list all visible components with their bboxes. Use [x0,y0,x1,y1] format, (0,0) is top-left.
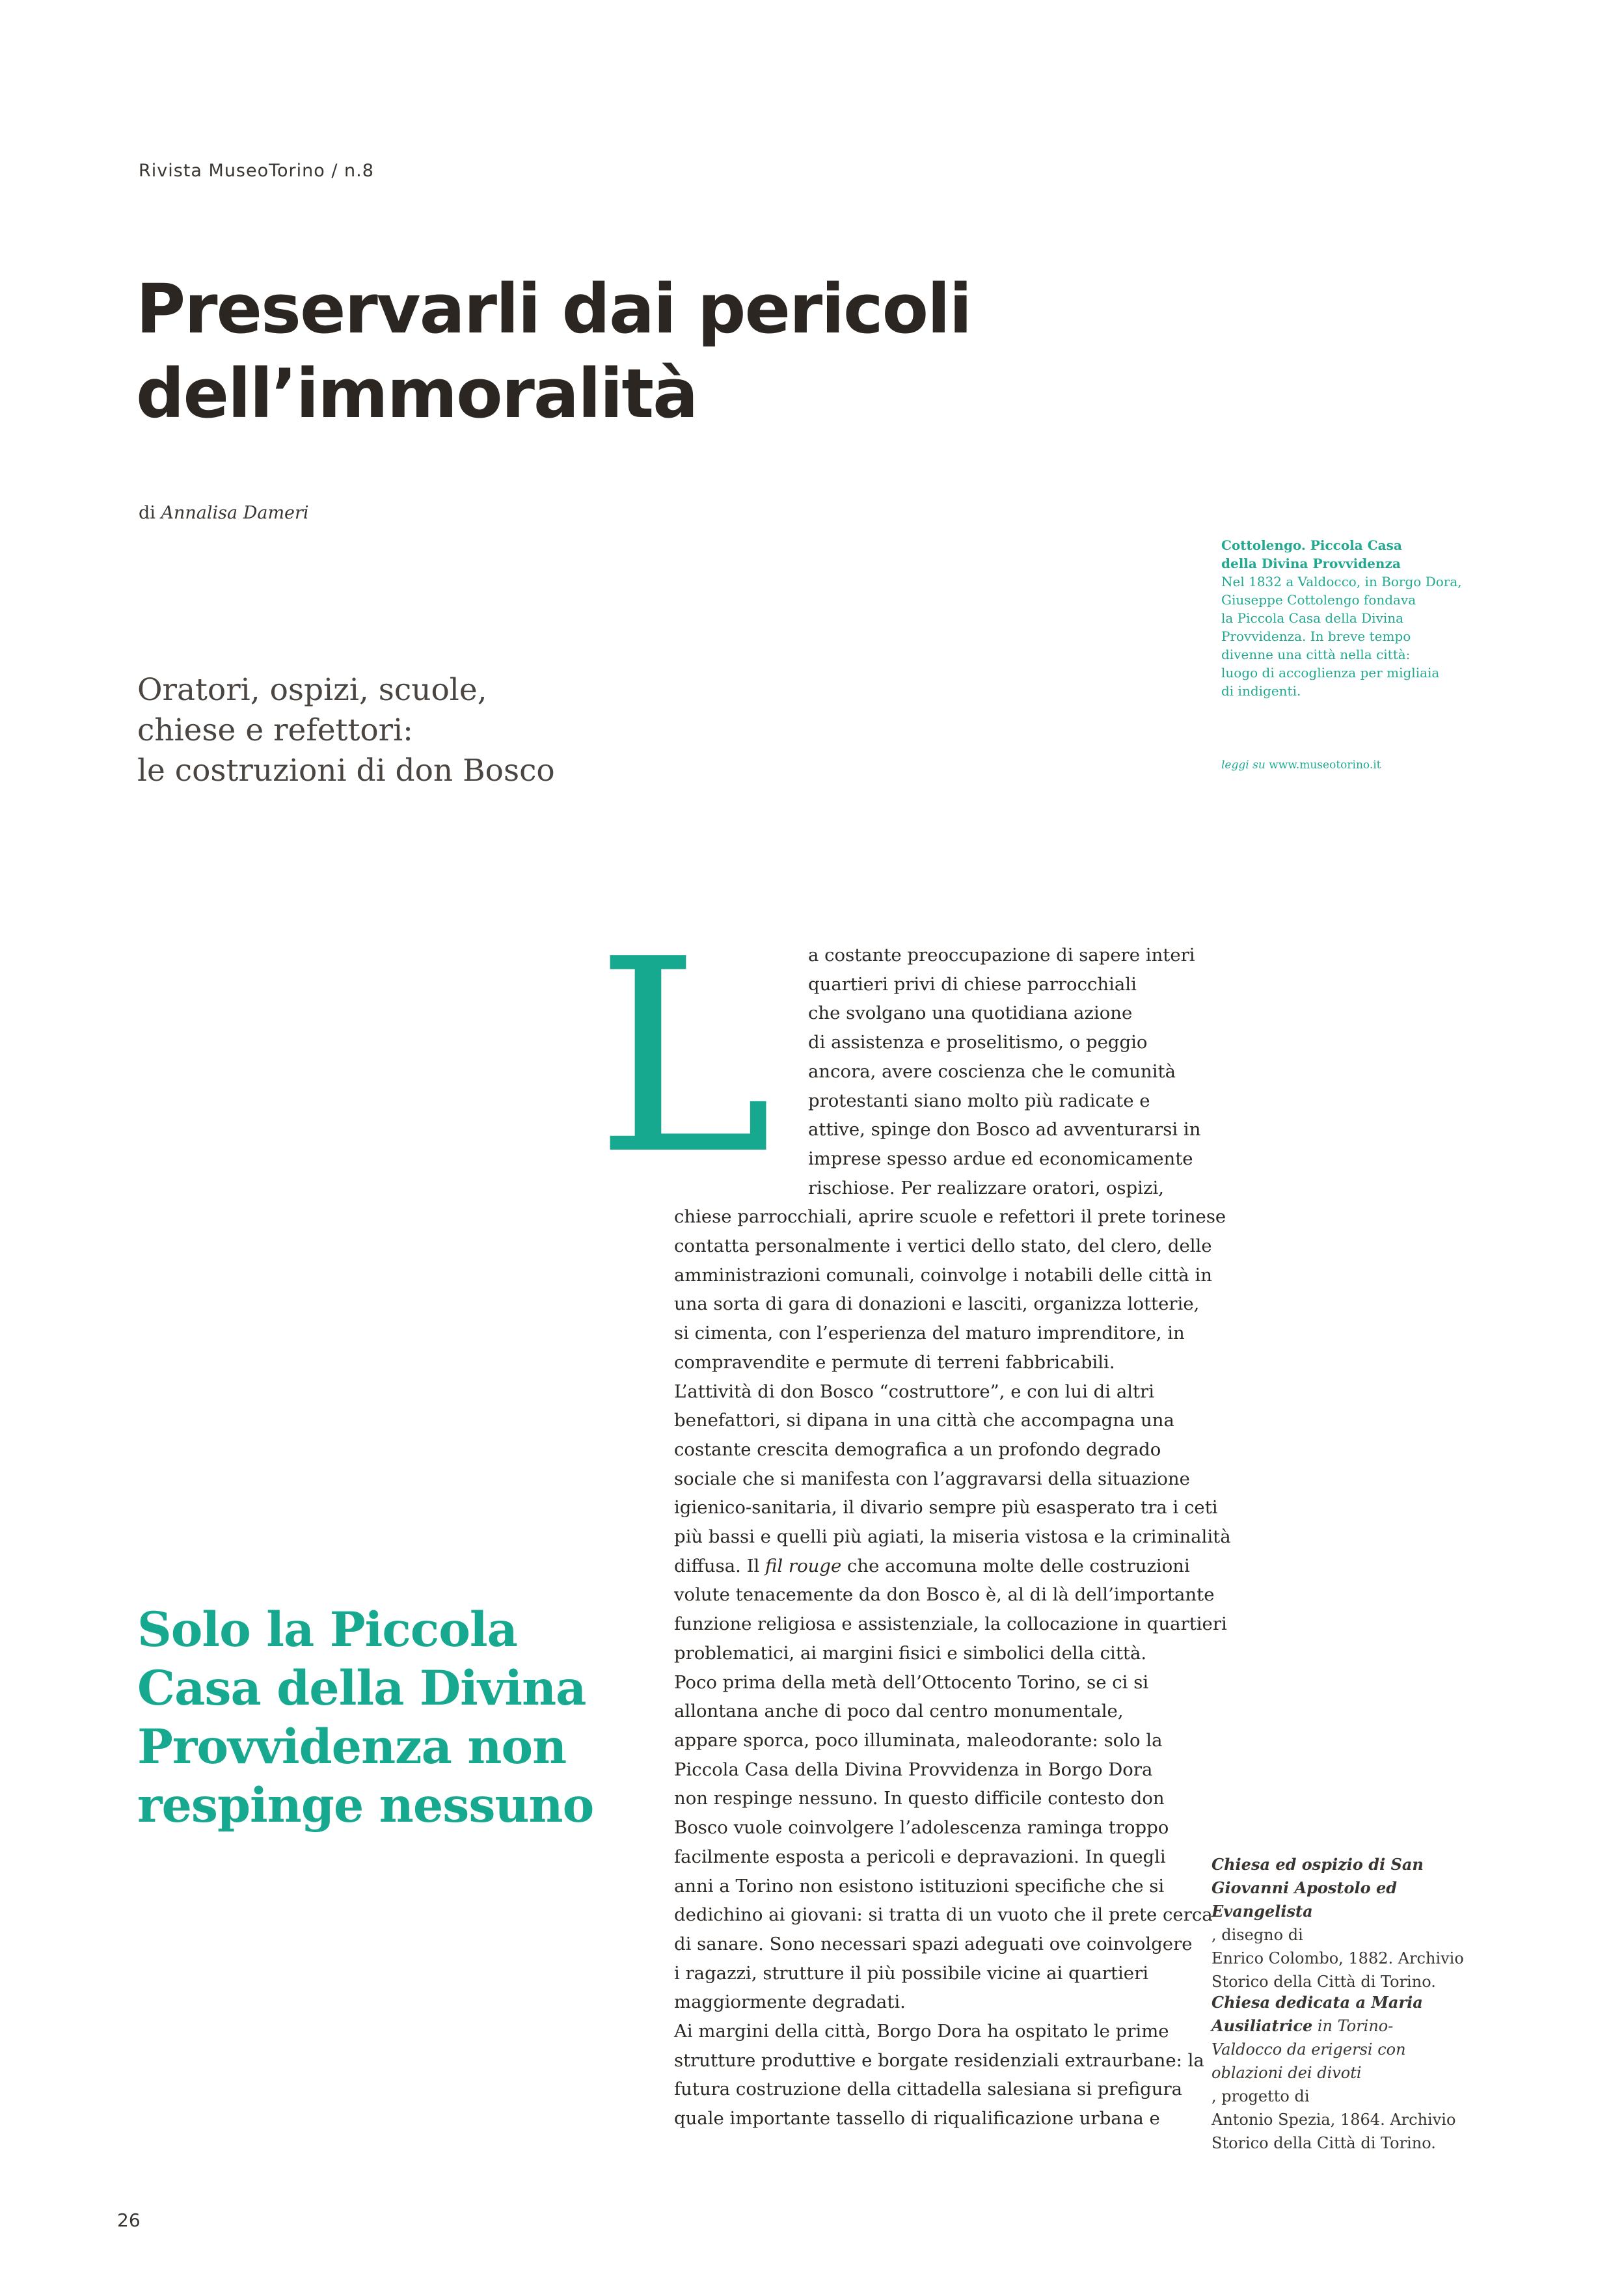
subtitle-line: chiese e refettori: [137,712,413,748]
body-line: i ragazzi, strutture il più possibile vicine ai quartieri [674,1962,1149,1984]
body-line: allontana anche di poco dal centro monumentale, [674,1701,1124,1722]
body-line [674,1552,1195,1581]
body-line: Bosco vuole coinvolgere l’adolescenza raminga troppo [674,1817,1169,1839]
body-line: più bassi e quelli più agiati, la miseria vistosa e la criminalità [674,1526,1231,1548]
caption-italic: Valdocco da erigersi con [1211,2040,1406,2059]
body-line: di assistenza e proselitismo, o peggio [808,1032,1148,1053]
byline-prefix: di [139,503,156,523]
body-line: facilmente esposta a pericoli e depravazioni. In quegli [674,1846,1166,1867]
caption-line: Storico della Città di Torino. [1211,1973,1436,1991]
italic-phrase: fil rouge [765,1555,842,1576]
pull-quote [137,1600,619,1835]
body-line: sociale che si manifesta con l’aggravarsi della situazione [674,1468,1190,1489]
body-line: Poco prima della metà dell’Ottocento Torino, se ci si [674,1671,1149,1693]
body-line: una sorta di gara di donazioni e lasciti, organizza lotterie, [674,1293,1200,1315]
body-line: strutture produttive e borgate residenziali extraurbane: la [674,2049,1204,2071]
body-line: a costante preoccupazione di sapere interi [808,945,1195,966]
caption-title: Chiesa ed ospizio di San [1211,1855,1424,1874]
body-line: contatta personalmente i vertici dello stato, del clero, delle [674,1236,1212,1257]
link-url[interactable]: www.museotorino.it [1269,759,1381,772]
sidenote-body-line: Provvidenza. In breve tempo [1221,628,1411,644]
body-line: dedichino ai giovani: si tratta di un vuoto che il prete cerca [674,1904,1213,1926]
body-line: attive, spinge don Bosco ad avventurarsi in [808,1119,1201,1141]
body-line: volute tenacemente da don Bosco è, al di là dell’importante [674,1584,1215,1606]
caption-line [1211,1853,1485,1876]
body-line: protestanti siano molto più radicate e [808,1090,1150,1111]
body-line: problematici, ai margini fisici e simbolici della città. [674,1642,1147,1664]
body-line: costante crescita demografica a un profondo degrado [674,1438,1161,1460]
pull-quote-line: Solo la Piccola [137,1602,517,1658]
caption-maria-ausiliatrice [1211,1991,1485,2155]
sidenote-body-line: la Piccola Casa della Divina [1221,610,1404,626]
caption-italic: oblazioni dei divoti [1211,2064,1362,2082]
sidenote-body-line: luogo di accoglienza per migliaia [1221,665,1440,681]
body-line: quartieri privi di chiese parrocchiali [808,973,1137,995]
caption-line [1211,1900,1485,1947]
sidenote-body-line: Giuseppe Cottolengo fondava [1221,592,1416,608]
sidenote-body-line: di indigenti. [1221,683,1301,699]
caption-line [1211,2061,1485,2108]
body-line: ancora, avere coscienza che le comunità [808,1060,1176,1082]
page-number: 26 [117,2209,141,2231]
running-header: Rivista MuseoTorino / n.8 [139,161,374,181]
caption-line: Enrico Colombo, 1882. Archivio [1211,1949,1464,1967]
caption-line: Storico della Città di Torino. [1211,2134,1436,2152]
sidenote-body-line: Nel 1832 a Valdocco, in Borgo Dora, [1221,574,1462,589]
body-text: che accomuna molte delle costruzioni [841,1555,1190,1576]
caption-line [1211,2014,1485,2038]
pull-quote-line: respinge nessuno [137,1777,594,1833]
article-subtitle [137,670,645,791]
author-name: Annalisa Dameri [161,503,309,523]
body-line: anni a Torino non esistono istituzioni specifiche che si [674,1875,1165,1897]
article-title [136,267,1047,436]
pull-quote-line: Casa della Divina [137,1660,586,1716]
caption-line: Antonio Spezia, 1864. Archivio [1211,2111,1456,2129]
sidenote-cottolengo [1221,536,1468,700]
body-line: quale importante tassello di riqualificazione urbana e [674,2108,1160,2129]
body-line: Ai margini della città, Borgo Dora ha ospitato le prime [674,2021,1169,2042]
subtitle-line: le costruzioni di don Bosco [137,753,555,789]
body-line: di sanare. Sono necessari spazi adeguati ove coinvolgere [674,1933,1193,1954]
sidenote-body-line: divenne una città nella città: [1221,647,1411,662]
body-line: non respinge nessuno. In questo difficile contesto don [674,1788,1165,1809]
body-line: Piccola Casa della Divina Provvidenza in Borgo Dora [674,1759,1153,1780]
drop-cap: L [595,902,773,1213]
body-line: chiese parrocchiali, aprire scuole e refettori il prete torinese [674,1206,1226,1228]
caption-line [1211,2038,1485,2061]
subtitle-line: Oratori, ospizi, scuole, [137,672,487,708]
byline [139,503,309,523]
body-line: rischiose. Per realizzare oratori, ospizi, [808,1177,1164,1198]
caption-italic: in Torino- [1312,2017,1394,2035]
body-line: futura costruzione della cittadella salesiana si prefigura [674,2079,1182,2100]
caption-title: Evangelista [1211,1902,1313,1921]
body-line: L’attività di don Bosco “costruttore”, e con lui di altri [674,1381,1155,1402]
link-prefix: leggi su [1221,759,1265,772]
body-line: imprese spesso ardue ed economicamente [808,1148,1193,1169]
body-line: compravendite e permute di terreni fabbricabili. [674,1351,1115,1373]
title-line: dell’immoralità [136,354,697,433]
body-line: igienico-sanitaria, il divario sempre più esasperato tra i ceti [674,1497,1218,1519]
body-line: appare sporca, poco illuminata, maleodorante: solo la [674,1729,1163,1751]
caption-text: , disegno di [1211,1926,1303,1944]
caption-title: Ausiliatrice [1211,2016,1313,2035]
sidenote-link[interactable] [1221,759,1381,772]
pull-quote-line: Provvidenza non [137,1719,567,1775]
caption-line [1211,1991,1485,2014]
body-line: si cimenta, con l’esperienza del maturo imprenditore, in [674,1323,1185,1344]
caption-line [1211,1876,1485,1900]
body-line: benefattori, si dipana in una città che accompagna una [674,1410,1174,1431]
sidenote-title-line: della Divina Provvidenza [1221,556,1401,571]
body-text: diffusa. Il [674,1555,766,1576]
body-line: funzione religiosa e assistenziale, la collocazione in quartieri [674,1614,1227,1635]
article-body [674,941,1231,2133]
caption-san-giovanni [1211,1853,1485,1993]
body-line: amministrazioni comunali, coinvolge i notabili delle città in [674,1264,1212,1286]
body-line: che svolgano una quotidiana azione [808,1003,1133,1024]
caption-text: , progetto di [1211,2087,1310,2105]
body-line: maggiormente degradati. [674,1992,906,2013]
title-line: Preservarli dai pericoli [136,269,971,349]
sidenote-title-line: Cottolengo. Piccola Casa [1221,537,1402,553]
caption-title: Chiesa dedicata a Maria [1211,1993,1423,2012]
caption-title: Giovanni Apostolo ed [1211,1878,1398,1897]
